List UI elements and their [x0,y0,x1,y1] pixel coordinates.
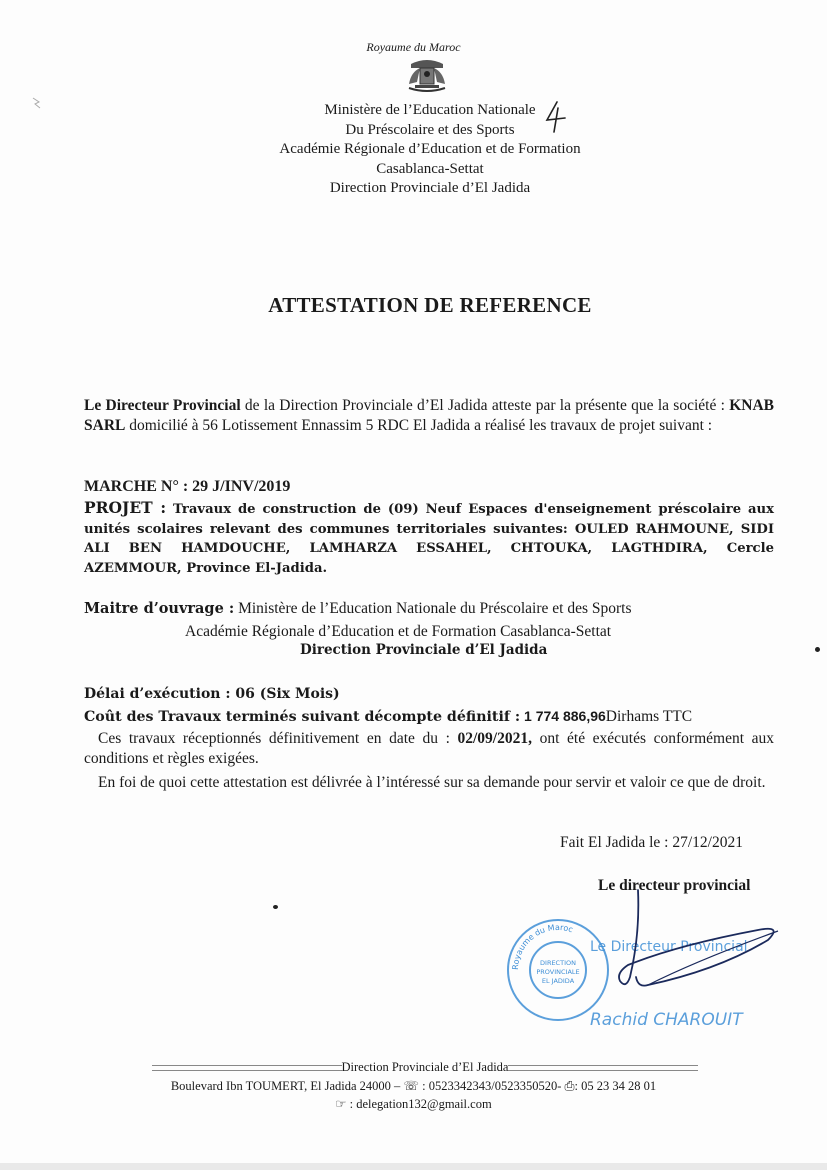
fax-icon: ⎙ [564,1079,575,1093]
official-stamp-and-signature [498,885,798,1045]
scan-bottom-edge [0,1163,827,1170]
director-label: Le Directeur Provincial [84,397,241,414]
paper-speck [273,905,278,909]
projet-paragraph [84,498,774,578]
reception-date: 02/09/2021, [457,730,532,747]
cout-unit: Dirhams TTC [605,708,693,725]
footer-rule-left [152,1065,342,1071]
footer-phones: : 0523342343/0523350520- [419,1079,565,1093]
footer-fax: : 05 23 34 28 01 [574,1079,657,1093]
ministry-line: Académie Régionale d’Education et de Formation [279,141,581,157]
stamp-center-line: EL JADIDA [541,977,575,985]
ministry-block [230,101,630,199]
maitre-line-3: Direction Provinciale d’El Jadida [300,642,548,658]
stamp-title-text: Le Directeur Provincial [590,939,748,955]
projet-label: PROJET : [84,498,167,517]
projet-text: Travaux de construction de (09) Neuf Espaces d'enseignement préscolaire aux unités scolaires relevant des communes territoriales suivantes: OULED RAHMOUNE, SIDI ALI BEN HAMDOUCHE, LAMHARZA ESSAHEL, CHTOUKA, LAGTHDIRA, Cercle AZEMMOUR, Province El-Jadida. [84,502,774,576]
intro-text: de la Direction Provinciale d’El Jadida atteste par la présente que la société : [240,397,730,414]
cout-label: Coût des Travaux terminés suivant décompte définitif : [84,709,521,725]
closing-text: En foi de quoi cette attestation est délivrée à l’intéressé sur sa demande pour servir et valoir ce que de droit. [98,774,766,791]
reception-paragraph [84,729,774,769]
marche-number: MARCHE N° : 29 J/INV/2019 [84,478,291,495]
maitre-line-1: Ministère de l’Education Nationale du Préscolaire et des Sports [234,600,632,617]
stamp-name-text: Rachid CHAROUIT [590,1010,743,1030]
delai-execution: Délai d’exécution : 06 (Six Mois) [84,686,340,702]
footer-rule-right [508,1065,698,1071]
closing-paragraph [84,773,774,793]
company-name: KNAB SARL [84,397,774,434]
footer-office-line [150,1060,700,1075]
stamp-center-line: PROVINCIALE [536,968,580,976]
ministry-line: Du Préscolaire et des Sports [345,121,515,138]
intro-paragraph [84,396,774,436]
document-title: ATTESTATION DE REFERENCE [268,293,592,317]
maitre-ouvrage-line [84,600,632,618]
telephone-icon: ☏ [403,1079,420,1093]
handwritten-signature [619,890,774,986]
stamp-ring-text: Royaume du Maroc [510,922,575,971]
footer-address: Boulevard Ibn TOUMERT, El Jadida 24000 – [170,1079,404,1093]
place-and-date: Fait El Jadida le : 27/12/2021 [560,834,743,851]
footer-email: : delegation132@gmail.com [346,1097,492,1111]
paper-scuff-mark [30,96,44,110]
kingdom-heading: Royaume du Maroc [366,40,461,54]
pointing-hand-icon: ☞ [335,1097,347,1111]
royal-coat-of-arms-icon [403,58,451,94]
reception-text-2: ont été exécutés conformément aux conditions et règles exigées. [84,730,774,767]
handwritten-number-mark [541,100,569,134]
maitre-line-2: Académie Régionale d’Education et de Formation Casablanca-Settat [185,623,612,640]
stamp-center-line: DIRECTION [540,959,576,967]
footer-email-line [0,1096,827,1112]
intro-text-2: domicilié à 56 Lotissement Ennassim 5 RDC El Jadida a réalisé les travaux de projet suivant : [125,417,713,434]
reception-text: Ces travaux réceptionnés définitivement en date du : [98,730,458,747]
paper-speck [815,647,820,652]
cout-travaux [84,708,692,726]
footer-office: Direction Provinciale d’El Jadida [341,1060,509,1074]
maitre-label: Maitre d’ouvrage : [84,600,235,617]
cout-amount: 1 774 886,96 [520,708,606,724]
ministry-line: Ministère de l’Education Nationale [324,102,536,118]
footer-address-line [0,1078,827,1094]
ministry-line: Direction Provinciale d’El Jadida [329,180,531,196]
signatory-title: Le directeur provincial [598,877,751,894]
ministry-line: Casablanca-Settat [376,160,484,177]
